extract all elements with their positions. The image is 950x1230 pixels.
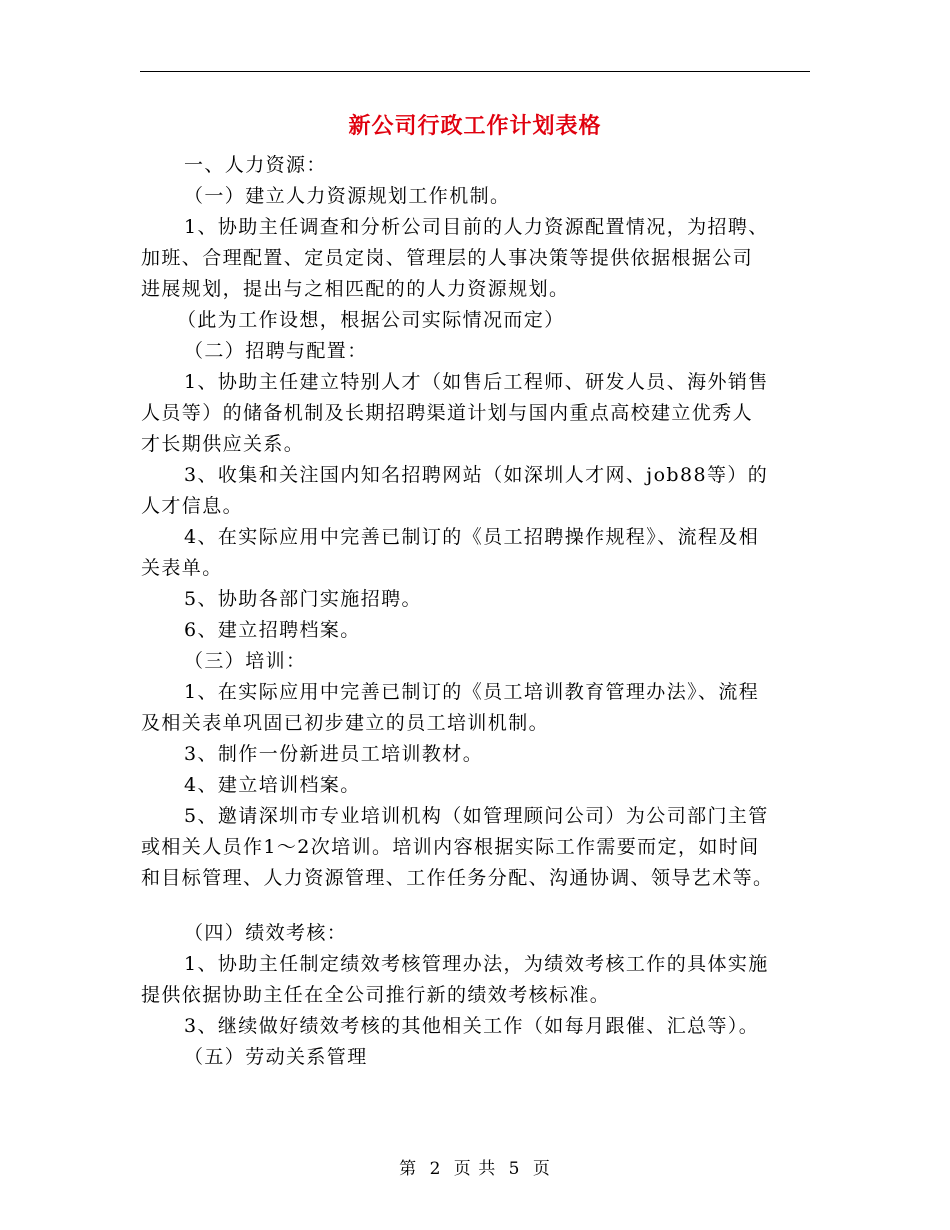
- paragraph-line: 和目标管理、人力资源管理、工作任务分配、沟通协调、领导艺术等。: [141, 867, 774, 889]
- document-title: 新公司行政工作计划表格: [348, 113, 602, 139]
- paragraph-line: 3、收集和关注国内知名招聘网站（如深圳人才网、job88等）的: [184, 464, 769, 486]
- paragraph-line: 1、协助主任制定绩效考核管理办法，为绩效考核工作的具体实施: [184, 953, 769, 975]
- page-current: 2: [429, 1159, 442, 1179]
- paragraph-line: 关表单。: [141, 557, 223, 579]
- paragraph-line: 3、继续做好绩效考核的其他相关工作（如每月跟催、汇总等）。: [184, 1015, 760, 1037]
- page-total: 5: [508, 1159, 521, 1179]
- paragraph-line: 4、在实际应用中完善已制订的《员工招聘操作规程》、流程及相: [184, 526, 760, 548]
- page-footer: [0, 1154, 950, 1179]
- paragraph-line: 1、协助主任建立特别人才（如售后工程师、研发人员、海外销售: [184, 371, 769, 393]
- paragraph-line: 6、建立招聘档案。: [184, 619, 361, 641]
- section-heading: 一、人力资源：: [184, 154, 327, 176]
- paragraph-line: 5、协助各部门实施招聘。: [184, 588, 422, 610]
- subsection-heading: （四）绩效考核：: [184, 922, 348, 944]
- paragraph-line: 加班、合理配置、定员定岗、管理层的人事决策等提供依据根据公司: [141, 247, 754, 269]
- paragraph-line: 人员等）的储备机制及长期招聘渠道计划与国内重点高校建立优秀人: [141, 402, 754, 424]
- paragraph-line: 或相关人员作1～2次培训。培训内容根据实际工作需要而定，如时间: [141, 836, 760, 858]
- paragraph-line: 1、协助主任调查和分析公司目前的人力资源配置情况，为招聘、: [184, 216, 769, 238]
- paragraph-line: 人才信息。: [141, 495, 244, 517]
- subsection-heading: （三）培训：: [184, 650, 307, 672]
- document-body: [141, 150, 809, 1073]
- paragraph-line: 3、制作一份新进员工培训教材。: [184, 743, 484, 765]
- subsection-heading: （五）劳动关系管理: [184, 1046, 368, 1068]
- paragraph-line: 4、建立培训档案。: [184, 774, 361, 796]
- page-label-mid: 页 共: [453, 1159, 497, 1179]
- paragraph-line: 提供依据协助主任在全公司推行新的绩效考核标准。: [141, 984, 611, 1006]
- paragraph-line: 1、在实际应用中完善已制订的《员工培训教育管理办法》、流程: [184, 681, 760, 703]
- subsection-heading: （一）建立人力资源规划工作机制。: [184, 185, 511, 207]
- page-label-prefix: 第: [399, 1159, 418, 1179]
- paragraph-line: 及相关表单巩固已初步建立的员工培训机制。: [141, 712, 550, 734]
- note-line: （此为工作设想，根据公司实际情况而定）: [177, 309, 565, 331]
- header-rule: [140, 71, 810, 72]
- paragraph-gap: [141, 894, 809, 918]
- paragraph-line: 进展规划，提出与之相匹配的的人力资源规划。: [141, 278, 570, 300]
- paragraph-line: 5、邀请深圳市专业培训机构（如管理顾问公司）为公司部门主管: [184, 805, 769, 827]
- page-label-suffix: 页: [532, 1159, 551, 1179]
- paragraph-line: 才长期供应关系。: [141, 433, 305, 455]
- subsection-heading: （二）招聘与配置：: [184, 340, 368, 362]
